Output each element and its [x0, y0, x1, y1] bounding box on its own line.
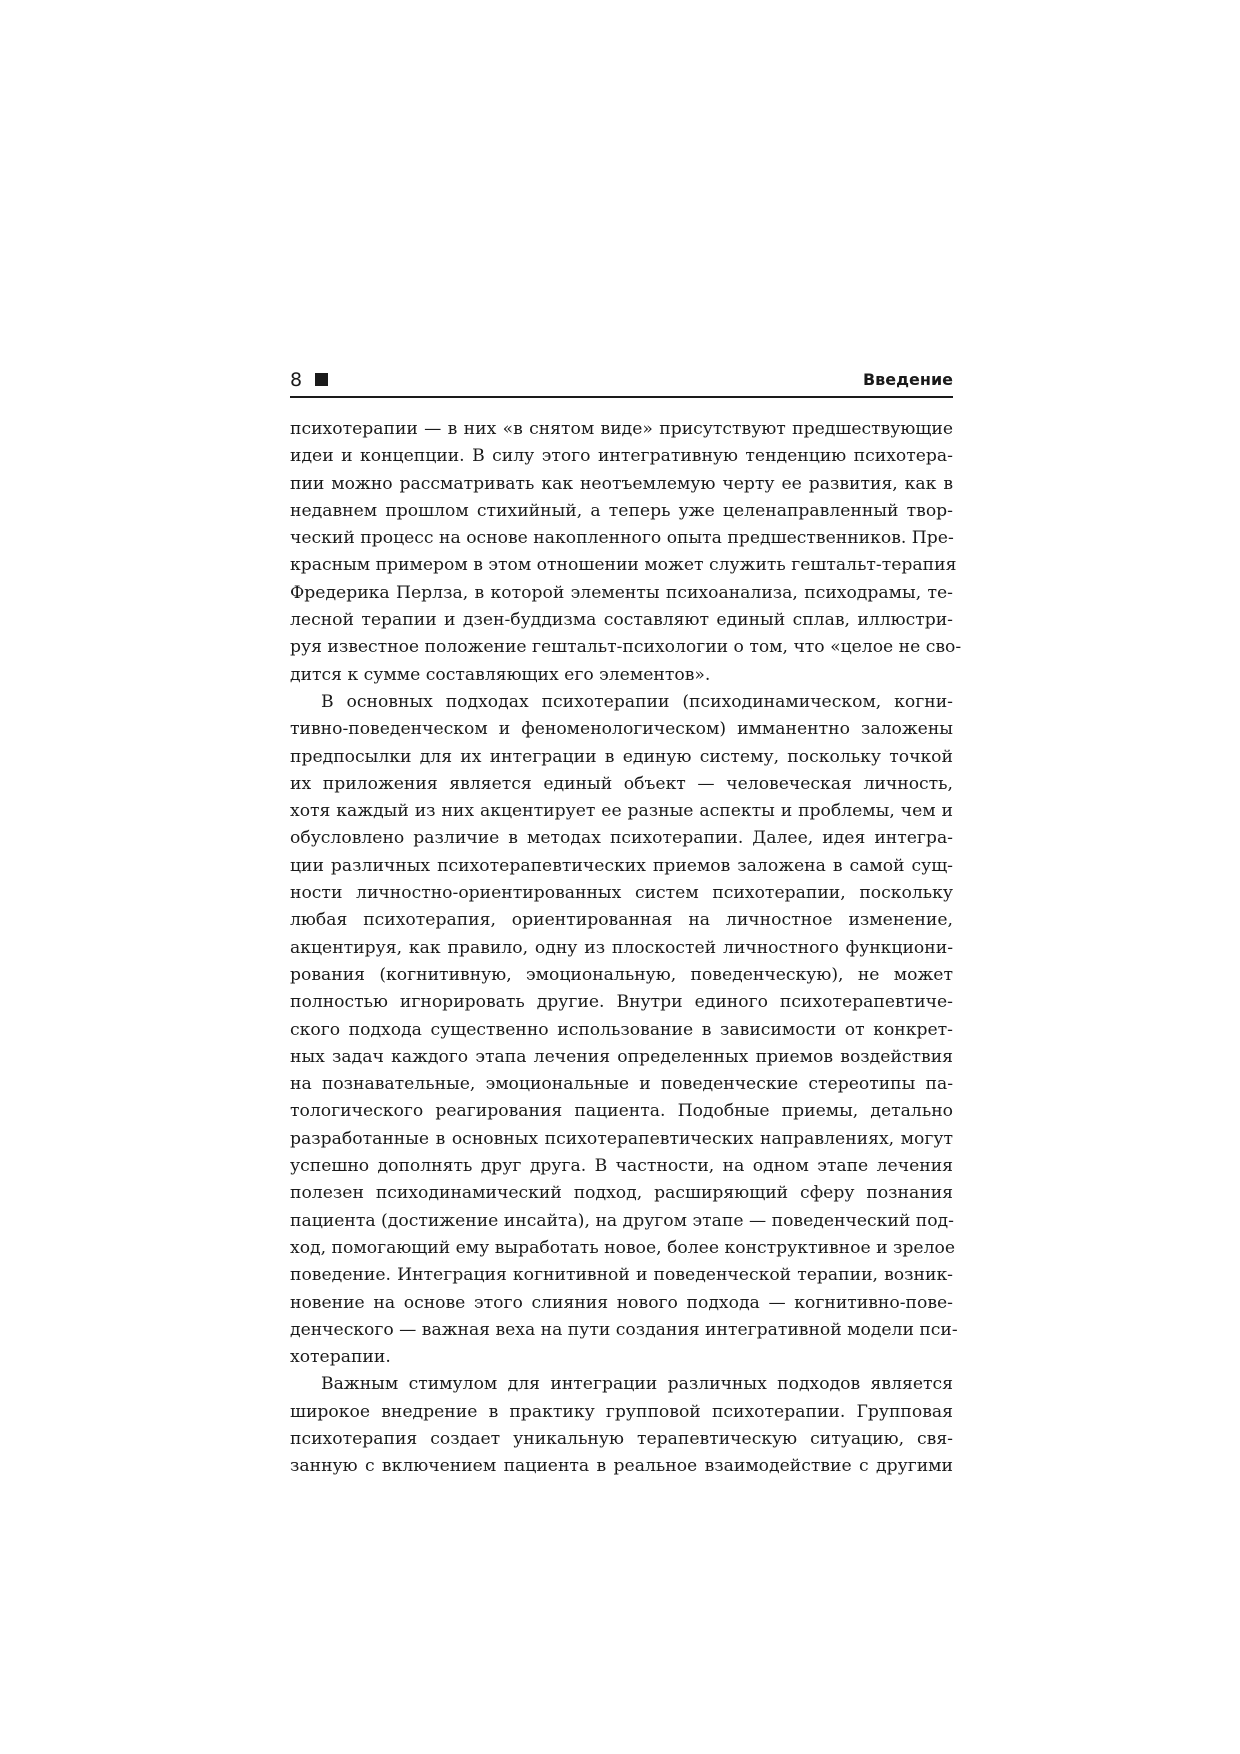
text-line: предпосылки для их интеграции в единую систему, поскольку точкой — [290, 746, 953, 767]
text-line: разработанные в основных психотерапевтических направлениях, могут — [290, 1128, 953, 1149]
text-line: ческий процесс на основе накопленного опыта предшественников. Пре- — [290, 528, 954, 549]
text-line: ход, помогающий ему выработать новое, более конструктивное и зрелое — [290, 1237, 956, 1258]
running-head — [290, 368, 953, 398]
text-line: занную с включением пациента в реальное взаимодействие с другими — [290, 1456, 953, 1477]
text-line: В основных подходах психотерапии (психодинамическом, когни- — [321, 691, 953, 712]
paragraph-1 — [290, 416, 962, 689]
text-line: красным примером в этом отношении может служить гештальт-терапия — [290, 555, 957, 576]
text-line: тологического реагирования пациента. Подобные приемы, детально — [290, 1101, 953, 1122]
text-line: акцентируя, как правило, одну из плоскостей личностного функциони- — [290, 937, 953, 958]
text-line: хотерапии. — [290, 1347, 391, 1368]
text-line: их приложения является единый объект — человеческая личность, — [290, 773, 953, 794]
text-line: ных задач каждого этапа лечения определенных приемов воздействия — [290, 1046, 953, 1067]
text-line: хотя каждый из них акцентирует ее разные аспекты и проблемы, чем и — [290, 801, 953, 822]
chapter-title: Введение — [862, 370, 953, 389]
text-line: любая психотерапия, ориентированная на личностное изменение, — [290, 910, 953, 931]
text-line: тивно-поведенческом и феноменологическом) имманентно заложены — [290, 719, 953, 740]
text-line: идеи и концепции. В силу этого интегративную тенденцию психотера- — [290, 446, 953, 467]
text-line: Фредерика Перлза, в которой элементы психоанализа, психодрамы, те- — [290, 582, 953, 603]
text-line: недавнем прошлом стихийный, а теперь уже целенаправленный твор- — [290, 500, 953, 521]
text-line: полностью игнорировать другие. Внутри единого психотерапевтиче- — [290, 992, 953, 1013]
paragraph-2 — [290, 689, 958, 1371]
text-line: на познавательные, эмоциональные и поведенческие стереотипы па- — [290, 1074, 953, 1095]
body-text — [290, 416, 962, 1481]
text-line: денческого — важная веха на пути создания интегративной модели пси- — [290, 1319, 958, 1340]
text-line: успешно дополнять друг друга. В частности, на одном этапе лечения — [290, 1156, 953, 1177]
text-line: Важным стимулом для интеграции различных подходов является — [321, 1374, 953, 1395]
paragraph-3 — [290, 1371, 953, 1480]
text-line: ции различных психотерапевтических приемов заложена в самой сущ- — [290, 855, 953, 876]
text-line: пациента (достижение инсайта), на другом этапе — поведенческий под- — [290, 1210, 954, 1231]
text-line: дится к сумме составляющих его элементов». — [290, 664, 711, 685]
page-number: 8 — [290, 369, 303, 391]
text-line: руя известное положение гештальт-психологии о том, что «целое не сво- — [290, 637, 962, 658]
filled-square-icon — [315, 373, 328, 386]
text-line: ского подхода существенно использование в зависимости от конкрет- — [290, 1019, 953, 1040]
text-line: широкое внедрение в практику групповой психотерапии. Групповая — [290, 1401, 953, 1422]
text-line: пии можно рассматривать как неотъемлемую черту ее развития, как в — [290, 473, 953, 494]
text-line: обусловлено различие в методах психотерапии. Далее, идея интегра- — [290, 828, 953, 849]
text-line: новение на основе этого слияния нового подхода — когнитивно-пове- — [290, 1292, 953, 1313]
text-line: лесной терапии и дзен-буддизма составляют единый сплав, иллюстри- — [290, 610, 953, 631]
text-line: полезен психодинамический подход, расширяющий сферу познания — [290, 1183, 953, 1204]
text-line: психотерапии — в них «в снятом виде» присутствуют предшествующие — [290, 419, 953, 439]
text-line: психотерапия создает уникальную терапевтическую ситуацию, свя- — [290, 1428, 953, 1449]
text-line: рования (когнитивную, эмоциональную, поведенческую), не может — [290, 964, 953, 985]
text-line: ности личностно-ориентированных систем психотерапии, поскольку — [290, 883, 953, 904]
text-line: поведение. Интеграция когнитивной и поведенческой терапии, возник- — [290, 1265, 953, 1286]
